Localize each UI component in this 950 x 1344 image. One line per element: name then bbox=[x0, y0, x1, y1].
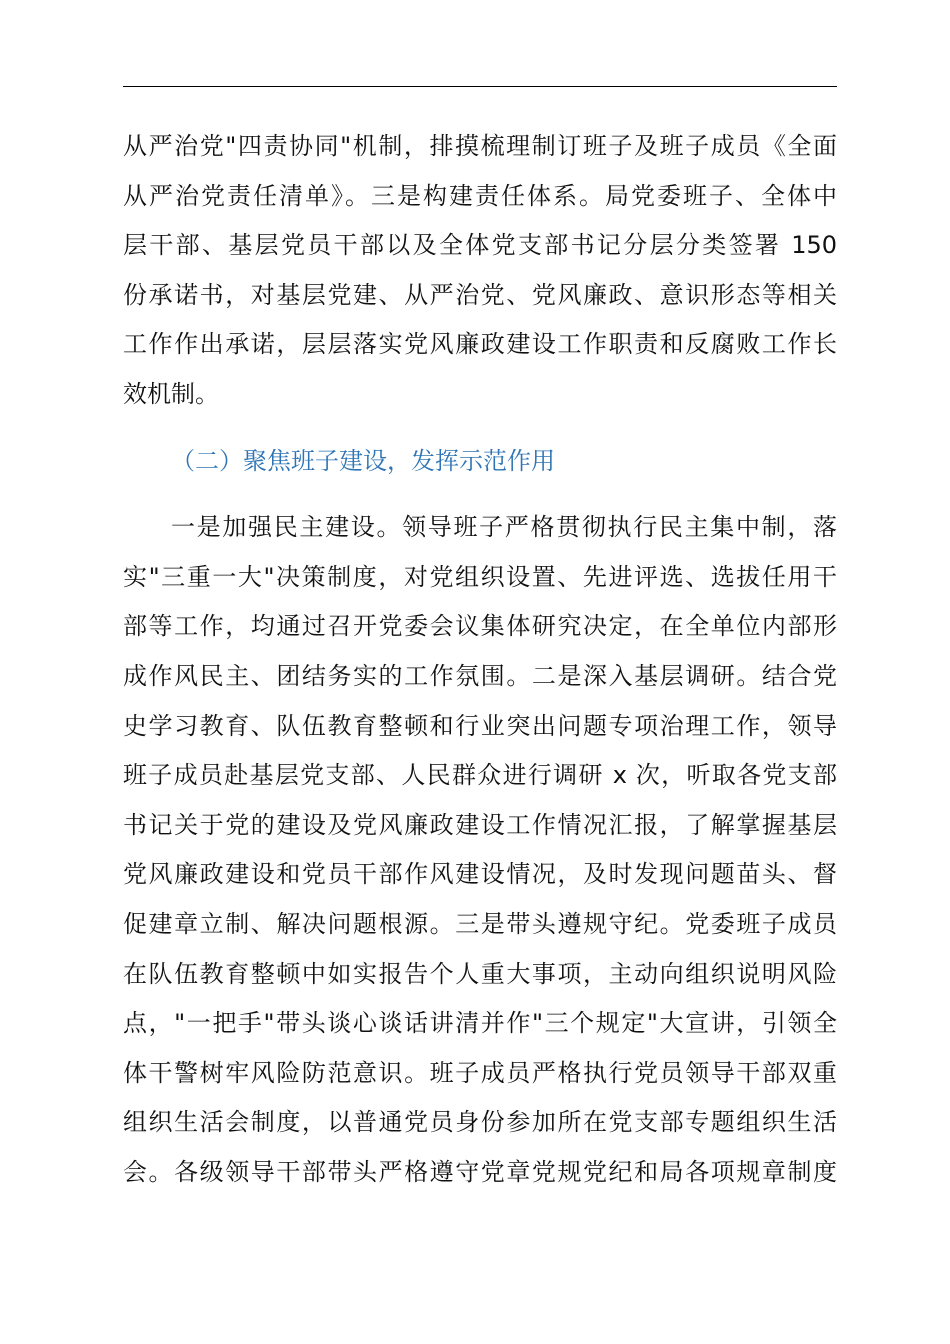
text-line: 从严治党"四责协同"机制，排摸梳理制订班子及班子成员《全面 bbox=[123, 132, 837, 160]
section-heading: （二）聚焦班子建设，发挥示范作用 bbox=[171, 446, 555, 475]
header-rule bbox=[123, 86, 837, 87]
text-line: 班子成员赴基层党支部、人民群众进行调研 x 次，听取各党支部 bbox=[123, 761, 837, 790]
text-line: 从严治党责任清单》。三是构建责任体系。局党委班子、全体中 bbox=[123, 181, 837, 210]
text-line: 部等工作，均通过召开党委会议集体研究决定，在全单位内部形 bbox=[123, 612, 837, 641]
text-line: 层干部、基层党员干部以及全体党支部书记分层分类签署 150 bbox=[123, 231, 837, 260]
text-line: 成作风民主、团结务实的工作氛围。二是深入基层调研。结合党 bbox=[123, 661, 837, 690]
text-line: 份承诺书，对基层党建、从严治党、党风廉政、意识形态等相关 bbox=[123, 280, 837, 309]
text-line: 书记关于党的建设及党风廉政建设工作情况汇报，了解掌握基层 bbox=[123, 810, 837, 839]
paragraph-leadership-team bbox=[123, 503, 837, 1197]
text-line: 会。各级领导干部带头严格遵守党章党规党纪和局各项规章制度 bbox=[123, 1157, 837, 1186]
text-line: 党风廉政建设和党员干部作风建设情况，及时发现问题苗头、督 bbox=[123, 860, 837, 889]
text-line: 一是加强民主建设。领导班子严格贯彻执行民主集中制，落 bbox=[171, 513, 837, 542]
text-line: 点，"一把手"带头谈心谈话讲清并作"三个规定"大宣讲，引领全 bbox=[123, 1009, 837, 1038]
document-body bbox=[123, 122, 837, 1197]
text-line: 工作作出承诺，层层落实党风廉政建设工作职责和反腐败工作长 bbox=[123, 330, 837, 359]
text-line: 体干警树牢风险防范意识。班子成员严格执行党员领导干部双重 bbox=[123, 1058, 837, 1087]
text-line: 促建章立制、解决问题根源。三是带头遵规守纪。党委班子成员 bbox=[123, 909, 837, 938]
text-line: 史学习教育、队伍教育整顿和行业突出问题专项治理工作，领导 bbox=[123, 711, 837, 740]
text-line: 在队伍教育整顿中如实报告个人重大事项，主动向组织说明风险 bbox=[123, 959, 837, 988]
text-line: 实"三重一大"决策制度，对党组织设置、先进评选、选拔任用干 bbox=[123, 562, 837, 591]
paragraph-responsibility-system bbox=[123, 122, 837, 420]
text-line: 效机制。 bbox=[123, 379, 219, 408]
text-line: 组织生活会制度，以普通党员身份参加所在党支部专题组织生活 bbox=[123, 1108, 837, 1137]
